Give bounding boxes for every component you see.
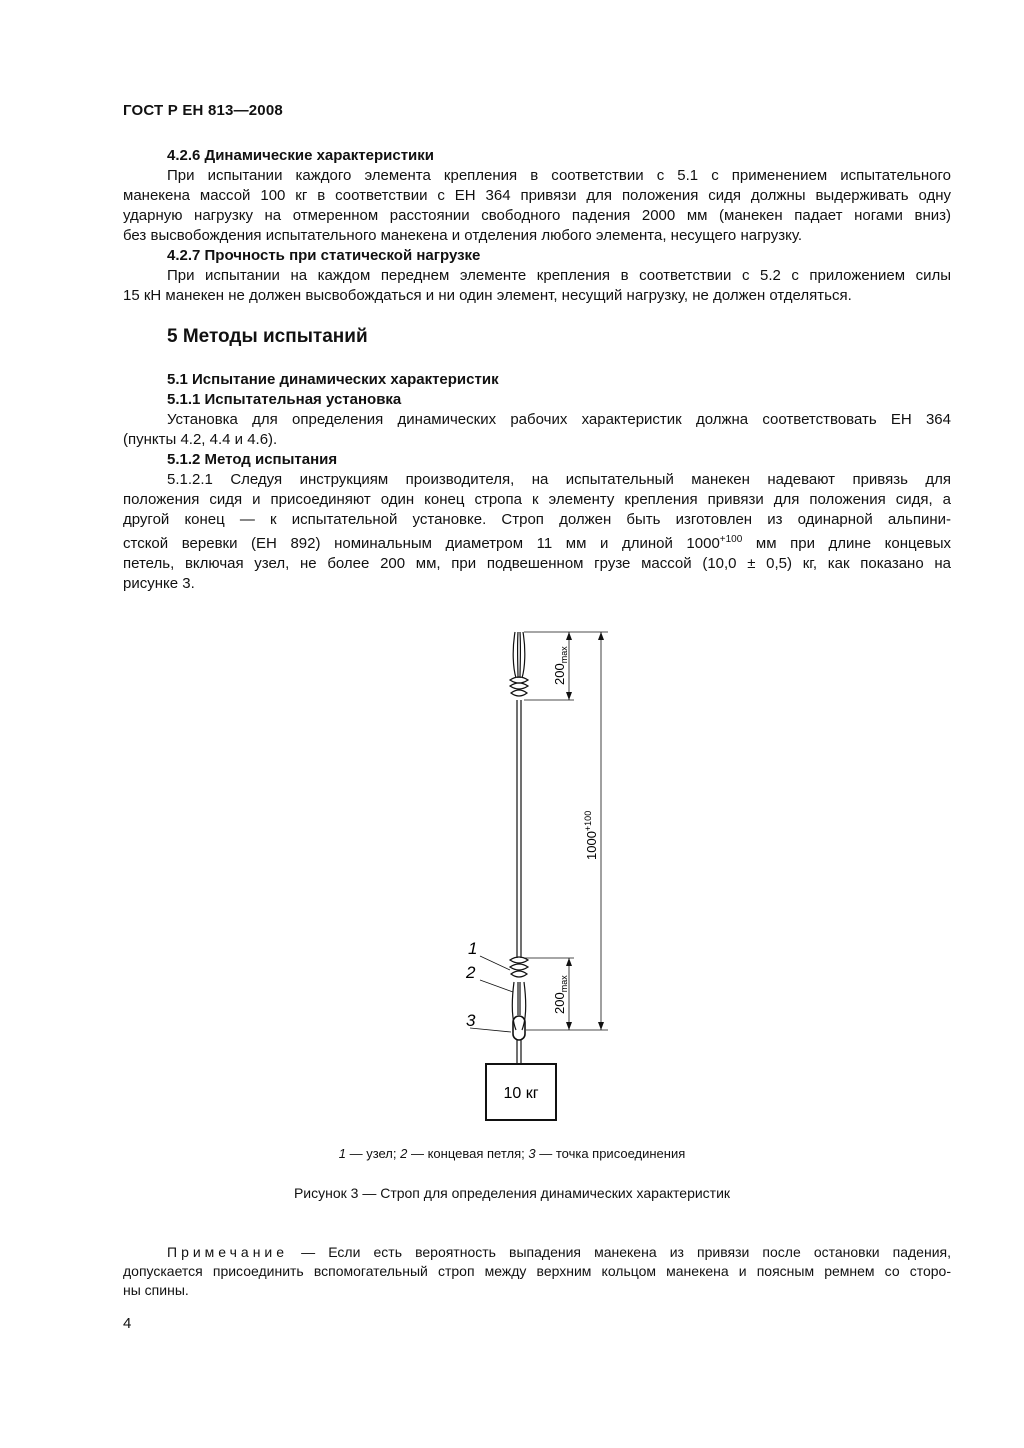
top-loop-left [513, 632, 516, 678]
paragraph-line: 15 кН манекен не должен высвобождаться и ни один элемент, несущий нагрузку, не должен отделяться. [123, 287, 852, 304]
dimension-label-bottom: $200_{max}$ [552, 975, 569, 1014]
paragraph-line: без высвобождения испытательного манекена и отделения любого элемента, несущего нагрузку. [123, 227, 802, 244]
section-4-2-6-title: 4.2.6 Динамические характеристики [167, 147, 434, 164]
callout-leader [480, 956, 510, 970]
paragraph-line: ны спины. [123, 1282, 189, 1298]
bottom-knot [511, 971, 527, 977]
callout-1: 1 [468, 939, 478, 958]
note-label: Примечание [167, 1244, 289, 1260]
paragraph-line [123, 530, 951, 554]
top-knot [511, 690, 527, 696]
paragraph-line: положения сидя и присоединяют один конец стропа к элементу крепления привязи для положения сидя, а [123, 491, 951, 508]
dimension-label-top: $200_{max}$ [552, 646, 569, 685]
paragraph-line: петель, включая узел, не более 200 мм, при подвешенном грузе массой (10,0 ± 0,5) кг, как показано на [123, 555, 951, 572]
paragraph-line: При испытании на каждом переднем элементе крепления в соответствии с 5.2 с приложением силы [167, 267, 951, 284]
legend-text: — точка присоединения [535, 1146, 686, 1161]
arrowhead [566, 958, 572, 966]
section-5-title: 5 Методы испытаний [167, 326, 368, 347]
section-4-2-7 [123, 246, 951, 306]
section-5-1 [123, 370, 951, 594]
superscript: +100 [719, 534, 743, 545]
paragraph-line: При испытании каждого элемента крепления в соответствии с 5.1 с применением испытательного [167, 167, 951, 184]
legend-number: 3 [528, 1146, 536, 1161]
legend-number: 1 [338, 1146, 346, 1161]
paragraph-line [123, 1243, 951, 1262]
section-5-1-1-title: 5.1.1 Испытательная установка [167, 391, 402, 408]
note [123, 1243, 951, 1300]
paragraph-line: другой конец — к испытательной установке. Строп должен быть изготовлен из одинарной альпини- [123, 511, 951, 528]
legend-text: — узел; [345, 1146, 401, 1161]
arrowhead [566, 1022, 572, 1030]
paragraph-line: 5.1.2.1 Следуя инструкциям производителя, на испытательный манекен надевают привязь для [167, 471, 951, 488]
weight-label: 10 кг [503, 1085, 539, 1102]
arrowhead [566, 692, 572, 700]
top-knot [510, 683, 528, 689]
section-5-1-title: 5.1 Испытание динамических характеристик [167, 371, 499, 388]
legend-number: 2 [400, 1146, 408, 1161]
arrowhead [598, 1022, 604, 1030]
text-fragment: — Если есть вероятность выпадения манекена из привязи после остановки падения, [288, 1244, 951, 1260]
figure-caption: Рисунок 3 — Строп для определения динамических характеристик [293, 1185, 731, 1201]
legend-text: — концевая петля; [407, 1146, 529, 1161]
dimension-label-length: $1000^{+100}$ [583, 810, 599, 860]
section-5-1-2-title: 5.1.2 Метод испытания [167, 451, 338, 468]
document-header: ГОСТ Р ЕН 813—2008 [123, 102, 283, 119]
top-knot [510, 677, 528, 683]
top-loop-right [522, 632, 525, 678]
section-4-2-7-title: 4.2.7 Прочность при статической нагрузке [167, 247, 481, 264]
paragraph-line: манекена массой 100 кг в соответствии с ЕН 364 привязи для положения сидя должны выдерживать одну [123, 187, 951, 204]
page-number: 4 [123, 1315, 132, 1332]
text-fragment: стской веревки (ЕН 892) номинальным диаметром 11 мм и длиной 1000 [123, 535, 720, 552]
callout-leader [470, 1028, 511, 1032]
callout-2: 2 [466, 963, 476, 982]
arrowhead [566, 632, 572, 640]
paragraph-line: рисунке 3. [123, 575, 195, 592]
text-fragment: мм при длине концевых [755, 535, 952, 552]
rope-lanyard-diagram [440, 620, 620, 1130]
section-4-2-6 [123, 146, 951, 246]
paragraph-line: ударную нагрузку на отмеренном расстоянии свободного падения 2000 мм (манекен падает ногами вниз) [123, 207, 951, 224]
figure-legend [0, 1146, 1024, 1161]
bottom-knot [510, 964, 528, 970]
callout-3: 3 [466, 1011, 476, 1030]
paragraph-line: (пункты 4.2, 4.4 и 4.6). [123, 431, 278, 448]
paragraph-line: допускается присоединить вспомогательный строп между верхним кольцом манекена и поясным ремнем со сторо- [123, 1263, 951, 1279]
callout-leader [480, 980, 513, 992]
arrowhead [598, 632, 604, 640]
paragraph-line: Установка для определения динамических рабочих характеристик должна соответствовать ЕН 364 [167, 411, 951, 428]
